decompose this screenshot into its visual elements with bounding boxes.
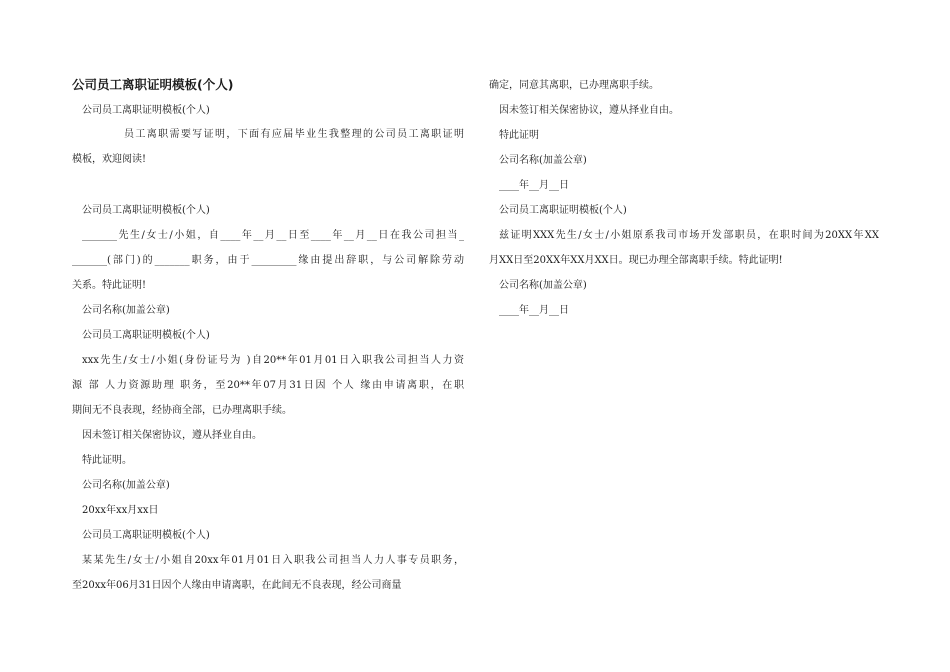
- section-heading: 公司员工离职证明模板(个人): [82, 105, 210, 116]
- body-line: _______(部门)的_______职务，由于_________缘由提出辞职，与公司解除劳动: [72, 255, 464, 266]
- body-line: 月XX日至20XX年XX月XX日。现已办理全部离职手续。特此证明!: [489, 255, 783, 266]
- intro-line: 模板，欢迎阅读!: [72, 154, 147, 165]
- body-line: 因未签订相关保密协议，遵从择业自由。: [82, 430, 262, 441]
- body-line: 确定，同意其离职，已办理离职手续。: [489, 80, 659, 91]
- body-line: xxx先生/女士/小姐(身份证号为 )自20**年01月01日入职我公司担当人力资: [82, 355, 464, 366]
- body-line: 源 部 人力资源助理 职务，至20**年07月31日因 个人 缘由申请离职，在职: [72, 380, 464, 391]
- date-line: ____年__月__日: [499, 305, 569, 316]
- body-line: 因未签订相关保密协议，遵从择业自由。: [499, 105, 679, 116]
- section-heading: 公司员工离职证明模板(个人): [82, 205, 210, 216]
- company-seal-line: 公司名称(加盖公章): [499, 155, 587, 166]
- body-line: 某某先生/女士/小姐自20xx年01月01日入职我公司担当人力人事专员职务，: [82, 555, 464, 566]
- body-line: 关系。特此证明!: [72, 280, 147, 291]
- body-line: _______先生/女士/小姐，自____年__月__日至____年__月__日在我公司担当_: [82, 230, 464, 241]
- section-heading: 公司员工离职证明模板(个人): [82, 330, 210, 341]
- company-seal-line: 公司名称(加盖公章): [82, 480, 170, 491]
- body-line: 特此证明: [499, 130, 539, 141]
- body-line: 至20xx年06月31日因个人缘由申请离职，在此间无不良表现，经公司商量: [72, 580, 402, 591]
- body-line: 特此证明。: [82, 455, 132, 466]
- document-title: 公司员工离职证明模板(个人): [72, 77, 234, 92]
- body-line: 期间无不良表现，经协商全部，已办理离职手续。: [72, 405, 292, 416]
- date-line: 20xx年xx月xx日: [82, 505, 159, 516]
- company-seal-line: 公司名称(加盖公章): [82, 305, 170, 316]
- body-line: 兹证明XXX先生/女士/小姐原系我司市场开发部职员，在职时间为20XX年XX: [499, 230, 879, 241]
- intro-line: 员工离职需要写证明，下面有应届毕业生我整理的公司员工离职证明: [124, 129, 464, 140]
- section-heading: 公司员工离职证明模板(个人): [499, 205, 627, 216]
- company-seal-line: 公司名称(加盖公章): [499, 280, 587, 291]
- section-heading: 公司员工离职证明模板(个人): [82, 530, 210, 541]
- date-line: ____年__月__日: [499, 180, 569, 191]
